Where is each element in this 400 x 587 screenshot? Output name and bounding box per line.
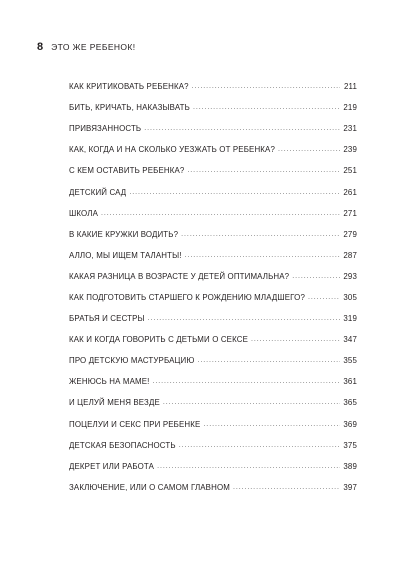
toc-entry-title: КАК ПОДГОТОВИТЬ СТАРШЕГО К РОЖДЕНИЮ МЛАДШЕГО?: [69, 292, 305, 302]
dot-leader: [203, 421, 340, 428]
table-of-contents: [69, 76, 357, 498]
toc-entry: [69, 371, 357, 392]
toc-entry: [69, 350, 357, 371]
toc-entry-title: В КАКИЕ КРУЖКИ ВОДИТЬ?: [69, 229, 179, 239]
toc-entry-page: 287: [343, 250, 357, 260]
toc-entry-page: 305: [343, 292, 357, 302]
dot-leader: [101, 210, 340, 217]
toc-entry: [69, 308, 357, 329]
toc-entry-title: ЗАКЛЮЧЕНИЕ, ИЛИ О САМОМ ГЛАВНОМ: [69, 482, 230, 492]
dot-leader: [308, 294, 340, 301]
running-head: [37, 41, 136, 53]
dot-leader: [233, 484, 340, 491]
toc-entry-page: 271: [343, 208, 357, 218]
toc-entry-page: 319: [343, 314, 357, 324]
dot-leader: [163, 399, 340, 406]
toc-entry-title: ДЕТСКИЙ САД: [69, 187, 127, 197]
toc-entry: [69, 139, 357, 160]
dot-leader: [187, 167, 340, 174]
toc-entry-title: КАКАЯ РАЗНИЦА В ВОЗРАСТЕ У ДЕТЕЙ ОПТИМАЛЬНА?: [69, 271, 290, 281]
toc-entry-title: ДЕКРЕТ ИЛИ РАБОТА: [69, 461, 155, 471]
dot-leader: [157, 463, 340, 470]
toc-entry: [69, 456, 357, 477]
dot-leader: [144, 125, 340, 132]
page-number: 8: [37, 41, 44, 53]
toc-entry-title: ПРО ДЕТСКУЮ МАСТУРБАЦИЮ: [69, 356, 195, 366]
toc-entry: [69, 76, 357, 97]
toc-entry-title: ПОЦЕЛУИ И СЕКС ПРИ РЕБЕНКЕ: [69, 419, 201, 429]
toc-entry: [69, 287, 357, 308]
toc-entry-title: ШКОЛА: [69, 208, 98, 218]
toc-entry: [69, 266, 357, 287]
toc-entry-page: 239: [343, 145, 357, 155]
toc-entry: [69, 203, 357, 224]
dot-leader: [152, 378, 340, 385]
dot-leader: [179, 442, 340, 449]
dot-leader: [193, 104, 340, 111]
toc-entry-title: АЛЛО, МЫ ИЩЕМ ТАЛАНТЫ!: [69, 250, 182, 260]
toc-entry-page: 365: [343, 398, 357, 408]
toc-entry-page: 211: [343, 82, 357, 92]
running-title: ЭТО ЖЕ РЕБЕНОК!: [51, 42, 136, 52]
toc-entry-page: 361: [343, 377, 357, 387]
dot-leader: [185, 252, 340, 259]
toc-entry: [69, 160, 357, 181]
toc-entry: [69, 181, 357, 202]
dot-leader: [278, 146, 340, 153]
toc-entry: [69, 224, 357, 245]
toc-entry: [69, 435, 357, 456]
toc-entry-title: ЖЕНЮСЬ НА МАМЕ!: [69, 377, 150, 387]
toc-entry: [69, 392, 357, 413]
toc-entry-page: 261: [343, 187, 357, 197]
toc-entry: [69, 118, 357, 139]
toc-entry-page: 397: [343, 482, 357, 492]
toc-entry-page: 369: [343, 419, 357, 429]
toc-entry-page: 355: [343, 356, 357, 366]
toc-entry: [69, 97, 357, 118]
toc-entry-title: ДЕТСКАЯ БЕЗОПАСНОСТЬ: [69, 440, 176, 450]
toc-entry-title: БРАТЬЯ И СЕСТРЫ: [69, 314, 145, 324]
dot-leader: [129, 189, 340, 196]
toc-entry-title: БИТЬ, КРИЧАТЬ, НАКАЗЫВАТЬ: [69, 103, 190, 113]
toc-entry-page: 279: [343, 229, 357, 239]
toc-entry-page: 389: [343, 461, 357, 471]
toc-entry-page: 293: [343, 271, 357, 281]
dot-leader: [292, 273, 340, 280]
toc-entry-page: 219: [343, 103, 357, 113]
toc-entry-page: 375: [343, 440, 357, 450]
toc-entry: [69, 329, 357, 350]
dot-leader: [181, 231, 340, 238]
toc-entry-title: КАК КРИТИКОВАТЬ РЕБЕНКА?: [69, 82, 189, 92]
dot-leader: [197, 357, 340, 364]
toc-entry-page: 231: [343, 124, 357, 134]
toc-entry: [69, 245, 357, 266]
toc-entry-title: КАК И КОГДА ГОВОРИТЬ С ДЕТЬМИ О СЕКСЕ: [69, 335, 248, 345]
dot-leader: [148, 315, 340, 322]
toc-entry-page: 347: [343, 335, 357, 345]
toc-entry-title: ПРИВЯЗАННОСТЬ: [69, 124, 142, 134]
toc-entry-title: С КЕМ ОСТАВИТЬ РЕБЕНКА?: [69, 166, 185, 176]
dot-leader: [192, 83, 340, 90]
toc-entry: [69, 414, 357, 435]
toc-entry-page: 251: [343, 166, 357, 176]
toc-entry-title: КАК, КОГДА И НА СКОЛЬКО УЕЗЖАТЬ ОТ РЕБЕНКА?: [69, 145, 275, 155]
toc-entry-title: И ЦЕЛУЙ МЕНЯ ВЕЗДЕ: [69, 398, 160, 408]
toc-entry: [69, 477, 357, 498]
dot-leader: [251, 336, 340, 343]
